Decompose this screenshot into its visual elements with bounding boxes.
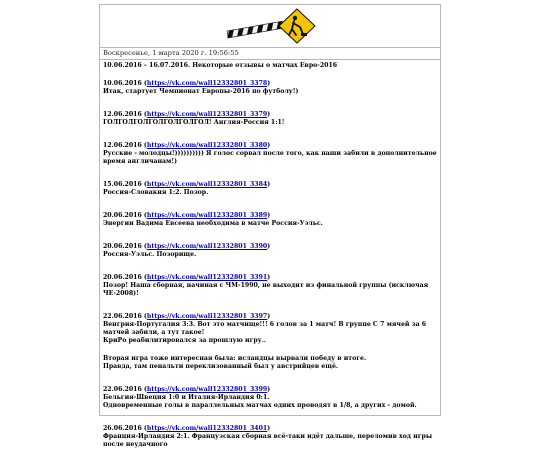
post: 12.06.2016 (https://vk.com/wall12332801_3380) Русские - молодцы!)))))))))) Я голос сорвал после того, как наши забили в дополнительное время англичанам!) [103,142,437,165]
post-text: Вторая игра тоже интересная была: исландцы вырвали победу в итоге. [103,355,367,362]
post: 12.06.2016 (https://vk.com/wall12332801_3379) ГОЛГОЛГОЛГОЛГОЛГОЛГОЛ! Англия-Россия 1:1! [103,111,437,127]
page-frame [99,4,441,448]
post: 20.06.2016 (https://vk.com/wall12332801_3391) Позор! Наша сборная, начиная с ЧМ-1990, не выходит из финальной группы (исключая ЧЕ-2008)! [103,274,437,298]
post-text: Правда, там пенальти переклизованный был у австрийцев ещё. [103,363,339,370]
date-line: Воскресенье, 1 марта 2020 г. 19:56:55 [100,48,440,60]
post-link[interactable]: https://vk.com/wall12332801_3401 [146,425,268,432]
under-construction-icon [221,8,317,44]
post-text: Франция-Ирландия 2:1. Французская сборная всё-таки идёт дальше, переломив ход игры после неудачного [103,433,433,448]
content-area [100,60,440,449]
post-link[interactable]: https://vk.com/wall12332801_3380 [146,142,268,149]
post-text: Русские - молодцы!)))))))))) Я голос сорвал после того, как наши забили в дополнительное время англичанам!) [103,150,437,165]
post-link[interactable]: https://vk.com/wall12332801_3378 [146,80,268,87]
post: 20.06.2016 (https://vk.com/wall12332801_3390) Россия-Уэльс. Позорище. [103,243,437,259]
post-date: 22.06.2016 [103,386,142,393]
post-date: 20.06.2016 [103,243,142,250]
post-link[interactable]: https://vk.com/wall12332801_3379 [146,111,268,118]
page-header: 10.06.2016 – 16.07.2016. Некоторые отзывы о матчах Евро-2016 [103,62,338,69]
post-text: Россия-Словакия 1:2. Позор. [103,189,209,196]
post-link[interactable]: https://vk.com/wall12332801_3397 [146,313,268,320]
post-link[interactable]: https://vk.com/wall12332801_3390 [146,243,268,250]
post-date: 12.06.2016 [103,111,142,118]
post-date: 20.06.2016 [103,212,142,219]
post: 22.06.2016 (https://vk.com/wall12332801_3399) Бельгия-Швеция 1:0 и Италия-Ирландия 0:1. Одновременные голы в параллельных матчах одних проводят в 1/8, а других - домой. [103,386,437,410]
post-text: ГОЛГОЛГОЛГОЛГОЛГОЛГОЛ! Англия-Россия 1:1! [103,119,285,126]
post-link[interactable]: https://vk.com/wall12332801_3399 [146,386,268,393]
post-link[interactable]: https://vk.com/wall12332801_3384 [146,181,268,188]
post-text: Венгрия-Португалия 3:3. Вот это матчище!!! 6 голов за 1 матч! В группе С 7 мячей за 6 матчей забили, а тут такое! [103,321,427,336]
post-date: 22.06.2016 [103,313,142,320]
post-text: Итак, стартует Чемпионат Европы-2016 по футболу!) [103,88,299,95]
post: 20.06.2016 (https://vk.com/wall12332801_3389) Энергии Вадима Евсеева необходима в матче Россия-Уэльс. [103,212,437,228]
post-date: 20.06.2016 [103,274,142,281]
post: 22.06.2016 (https://vk.com/wall12332801_3397) Венгрия-Португалия 3:3. Вот это матчище!!! 6 голов за 1 матч! В группе С 7 мячей за 6 матчей забили, а тут такое! КриРо реабилитировался за прошлую игру.. Вторая игра тоже интересная была: исландцы вырвали победу в итоге. Правда, там пенальти переклизованный был у австрийцев ещё. [103,313,437,371]
post: 10.06.2016 (https://vk.com/wall12332801_3378) Итак, стартует Чемпионат Европы-2016 по футболу!) [103,80,437,96]
post: 26.06.2016 (https://vk.com/wall12332801_3401) Франция-Ирландия 2:1. Французская сборная всё-таки идёт дальше, переломив ход игры после неудачного [103,425,437,449]
banner [100,5,440,48]
post-date: 15.06.2016 [103,181,142,188]
post-text: Энергии Вадима Евсеева необходима в матче Россия-Уэльс. [103,220,323,227]
post-link[interactable]: https://vk.com/wall12332801_3389 [146,212,268,219]
post-text: Россия-Уэльс. Позорище. [103,251,197,258]
post-date: 10.06.2016 [103,80,142,87]
post: 15.06.2016 (https://vk.com/wall12332801_3384) Россия-Словакия 1:2. Позор. [103,181,437,197]
post-text: КриРо реабилитировался за прошлую игру.. [103,337,267,344]
post-link[interactable]: https://vk.com/wall12332801_3391 [146,274,268,281]
post-date: 26.06.2016 [103,425,142,432]
post-text: Одновременные голы в параллельных матчах одних проводят в 1/8, а других - домой. [103,402,417,409]
post-text: Бельгия-Швеция 1:0 и Италия-Ирландия 0:1. [103,394,270,401]
post-date: 12.06.2016 [103,142,142,149]
post-text: Позор! Наша сборная, начиная с ЧМ-1990, не выходит из финальной группы (исключая ЧЕ-2008)! [103,282,429,297]
